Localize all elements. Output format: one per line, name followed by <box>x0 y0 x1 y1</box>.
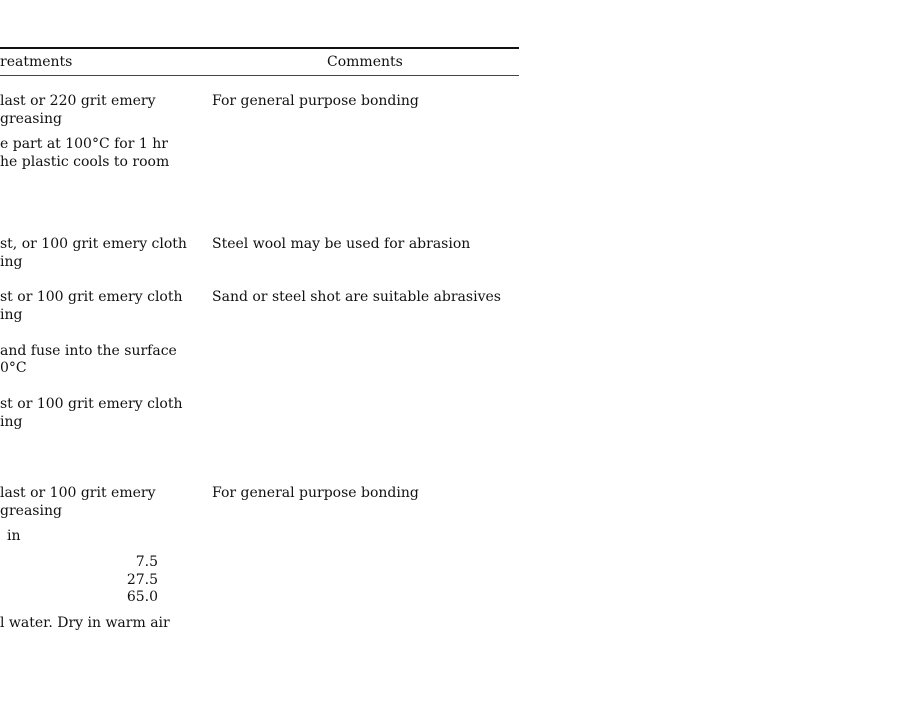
comment-line: Steel wool may be used for abrasion <box>212 236 471 252</box>
treatment-line: he plastic cools to room <box>0 154 170 170</box>
treatment-line: and fuse into the surface <box>0 343 177 359</box>
table-header-rule <box>0 75 519 76</box>
treatment-line: st, or 100 grit emery cloth <box>0 236 187 252</box>
header-comments: Comments <box>327 54 403 70</box>
treatment-line: l water. Dry in warm air <box>0 615 170 631</box>
treatment-line: ing <box>0 254 23 270</box>
treatment-line: 0°C <box>0 360 27 376</box>
treatment-line: greasing <box>0 503 62 519</box>
header-treatments: reatments <box>0 54 73 70</box>
treatment-line: ing <box>0 414 23 430</box>
comment-line: Sand or steel shot are suitable abrasives <box>212 289 501 305</box>
treatment-line: e part at 100°C for 1 hr <box>0 136 168 152</box>
treatment-line: in <box>7 528 21 544</box>
comment-line: For general purpose bonding <box>212 93 419 109</box>
treatment-line: greasing <box>0 111 62 127</box>
treatment-line: st or 100 grit emery cloth <box>0 289 183 305</box>
composition-value: 65.0 <box>126 589 158 605</box>
table-top-rule <box>0 47 519 49</box>
composition-value: 27.5 <box>126 572 158 588</box>
treatment-line: ing <box>0 307 23 323</box>
composition-value: 7.5 <box>135 554 158 570</box>
treatment-line: st or 100 grit emery cloth <box>0 396 183 412</box>
comment-line: For general purpose bonding <box>212 485 419 501</box>
treatment-line: last or 220 grit emery <box>0 93 156 109</box>
treatment-line: last or 100 grit emery <box>0 485 156 501</box>
